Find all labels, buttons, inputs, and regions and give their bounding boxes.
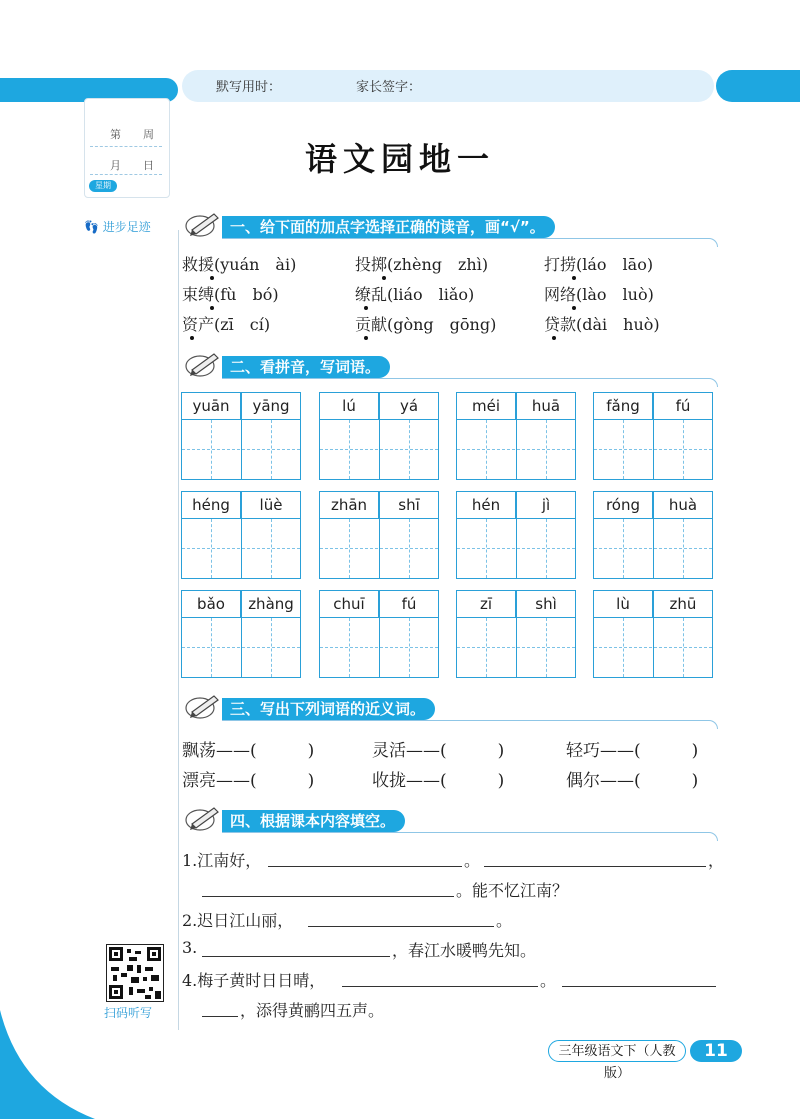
section-title: 二、看拼音，写词语。 — [222, 356, 390, 378]
section-3-header — [184, 688, 718, 728]
pinyin-box: zī — [456, 590, 516, 618]
section-underline — [222, 720, 718, 729]
section-4-header — [184, 800, 718, 840]
ring-icon — [95, 90, 102, 97]
answer-blank[interactable] — [562, 986, 716, 987]
question-4-mid: 。 — [540, 971, 557, 990]
dictation-time-label: 默写用时： — [216, 80, 282, 95]
page-title: 语文园地一 — [304, 140, 495, 178]
writing-cells[interactable] — [456, 519, 576, 579]
answer-blank[interactable] — [202, 896, 454, 897]
ring-icon — [146, 90, 153, 97]
pinyin-card — [181, 392, 301, 480]
answer-blank[interactable] — [202, 956, 390, 957]
question-1-mid: 。 — [464, 851, 481, 870]
synonym-item[interactable]: 偶尔——( ) — [566, 771, 699, 791]
ring-icon — [112, 90, 119, 97]
question-3-start: 3. — [182, 938, 198, 957]
pencil-icon — [184, 350, 226, 378]
answer-blank[interactable] — [202, 1016, 238, 1017]
writing-cells[interactable] — [593, 519, 713, 579]
pinyin-box: lú — [319, 392, 379, 420]
reading-item: 打捞(láo lāo) — [544, 255, 654, 274]
answer-blank[interactable] — [484, 866, 706, 867]
book-label: 三年级语文下（人教版） — [548, 1040, 686, 1062]
section-underline — [222, 832, 718, 841]
synonym-item[interactable]: 漂亮——( ) — [182, 771, 315, 791]
reading-item: 投掷(zhèng zhì) — [355, 255, 489, 274]
section-1-header — [184, 206, 718, 246]
pinyin-box: jì — [516, 491, 576, 519]
writing-cells[interactable] — [181, 618, 301, 678]
question-4-line2: ，添得黄鹂四五声。 — [240, 1001, 385, 1020]
pinyin-box: zhàng — [241, 590, 301, 618]
margin-line — [178, 230, 179, 1030]
question-2-end: 。 — [496, 911, 513, 930]
answer-blank[interactable] — [342, 986, 538, 987]
pinyin-box: huā — [516, 392, 576, 420]
pinyin-card — [319, 392, 439, 480]
synonym-item[interactable]: 灵活——( ) — [372, 741, 505, 761]
pinyin-box: chuī — [319, 590, 379, 618]
answer-blank[interactable] — [268, 866, 462, 867]
reading-item: 束缚(fù bó) — [182, 285, 279, 304]
pinyin-card — [181, 491, 301, 579]
writing-cells[interactable] — [456, 420, 576, 480]
pinyin-box: lüè — [241, 491, 301, 519]
weekday-badge: 星期 — [89, 180, 117, 192]
emphasis-dot — [190, 336, 194, 340]
pinyin-card — [181, 590, 301, 678]
writing-cells[interactable] — [593, 420, 713, 480]
writing-cells[interactable] — [319, 519, 439, 579]
pinyin-box: fǎng — [593, 392, 653, 420]
pencil-icon — [184, 804, 226, 832]
writing-cells[interactable] — [181, 420, 301, 480]
section-title: 四、根据课本内容填空。 — [222, 810, 405, 832]
section-title: 一、给下面的加点字选择正确的读音，画“√”。 — [222, 216, 555, 238]
reading-item: 贡献(gòng gōng) — [355, 315, 497, 334]
section-title: 三、写出下列词语的近义词。 — [222, 698, 435, 720]
emphasis-dot — [210, 276, 214, 280]
page-number: 11 — [690, 1040, 742, 1062]
question-1-start: 1.江南好， — [182, 851, 262, 870]
pinyin-box: bǎo — [181, 590, 241, 618]
reading-item: 贷款(dài huò) — [544, 315, 660, 334]
pinyin-card — [456, 590, 576, 678]
answer-blank[interactable] — [308, 926, 494, 927]
pinyin-card — [593, 392, 713, 480]
emphasis-dot — [572, 276, 576, 280]
pinyin-box: hén — [456, 491, 516, 519]
pinyin-card — [593, 590, 713, 678]
emphasis-dot — [552, 336, 556, 340]
question-3-end: ，春江水暖鸭先知。 — [392, 941, 537, 960]
emphasis-dot — [364, 306, 368, 310]
pinyin-card — [456, 392, 576, 480]
week-label: 第 周 — [110, 128, 154, 141]
pinyin-box: zhān — [319, 491, 379, 519]
pinyin-box: lù — [593, 590, 653, 618]
pinyin-box: zhū — [653, 590, 713, 618]
ring-icon — [129, 90, 136, 97]
pinyin-box: fú — [653, 392, 713, 420]
reading-item: 缭乱(liáo liǎo) — [355, 285, 475, 304]
qr-code-icon[interactable] — [106, 944, 164, 1002]
parent-signature-label: 家长签字： — [356, 80, 422, 95]
pinyin-box: yāng — [241, 392, 301, 420]
question-1-end: ， — [708, 851, 725, 870]
pinyin-box: héng — [181, 491, 241, 519]
pinyin-box: yuān — [181, 392, 241, 420]
footsteps-label: 👣 进步足迹 — [84, 220, 151, 234]
writing-cells[interactable] — [456, 618, 576, 678]
emphasis-dot — [210, 306, 214, 310]
synonym-item[interactable]: 收拢——( ) — [372, 771, 505, 791]
question-1-line2: 。能不忆江南？ — [456, 881, 569, 900]
reading-item: 资产(zī cí) — [182, 315, 271, 334]
writing-cells[interactable] — [181, 519, 301, 579]
date-label: 月 日 — [110, 159, 154, 172]
synonym-item[interactable]: 飘荡——( ) — [182, 741, 315, 761]
pinyin-card — [319, 590, 439, 678]
top-bar-right — [716, 70, 800, 102]
pinyin-box: fú — [379, 590, 439, 618]
pencil-icon — [184, 210, 226, 238]
pinyin-card — [456, 491, 576, 579]
pinyin-card — [593, 491, 713, 579]
section-underline — [222, 378, 718, 387]
pinyin-box: róng — [593, 491, 653, 519]
pinyin-box: huà — [653, 491, 713, 519]
writing-cells[interactable] — [319, 618, 439, 678]
pinyin-box: méi — [456, 392, 516, 420]
emphasis-dot — [382, 276, 386, 280]
corner-decoration — [0, 1010, 100, 1119]
synonym-item[interactable]: 轻巧——( ) — [566, 741, 699, 761]
question-4-start: 4.梅子黄时日日晴， — [182, 971, 326, 990]
reading-item: 网络(lào luò) — [544, 285, 654, 304]
pinyin-box: yá — [379, 392, 439, 420]
question-2-start: 2.迟日江山丽， — [182, 911, 294, 930]
qr-label: 扫码听写 — [104, 1006, 153, 1020]
reading-item: 救援(yuán ài) — [182, 255, 297, 274]
footprint-icon: 👣 — [84, 220, 99, 234]
writing-cells[interactable] — [593, 618, 713, 678]
emphasis-dot — [364, 336, 368, 340]
pinyin-box: shì — [516, 590, 576, 618]
emphasis-dot — [572, 306, 576, 310]
pinyin-card — [319, 491, 439, 579]
pinyin-box: shī — [379, 491, 439, 519]
section-underline — [222, 238, 718, 247]
writing-cells[interactable] — [319, 420, 439, 480]
section-2-header — [184, 346, 718, 386]
pencil-icon — [184, 692, 226, 720]
